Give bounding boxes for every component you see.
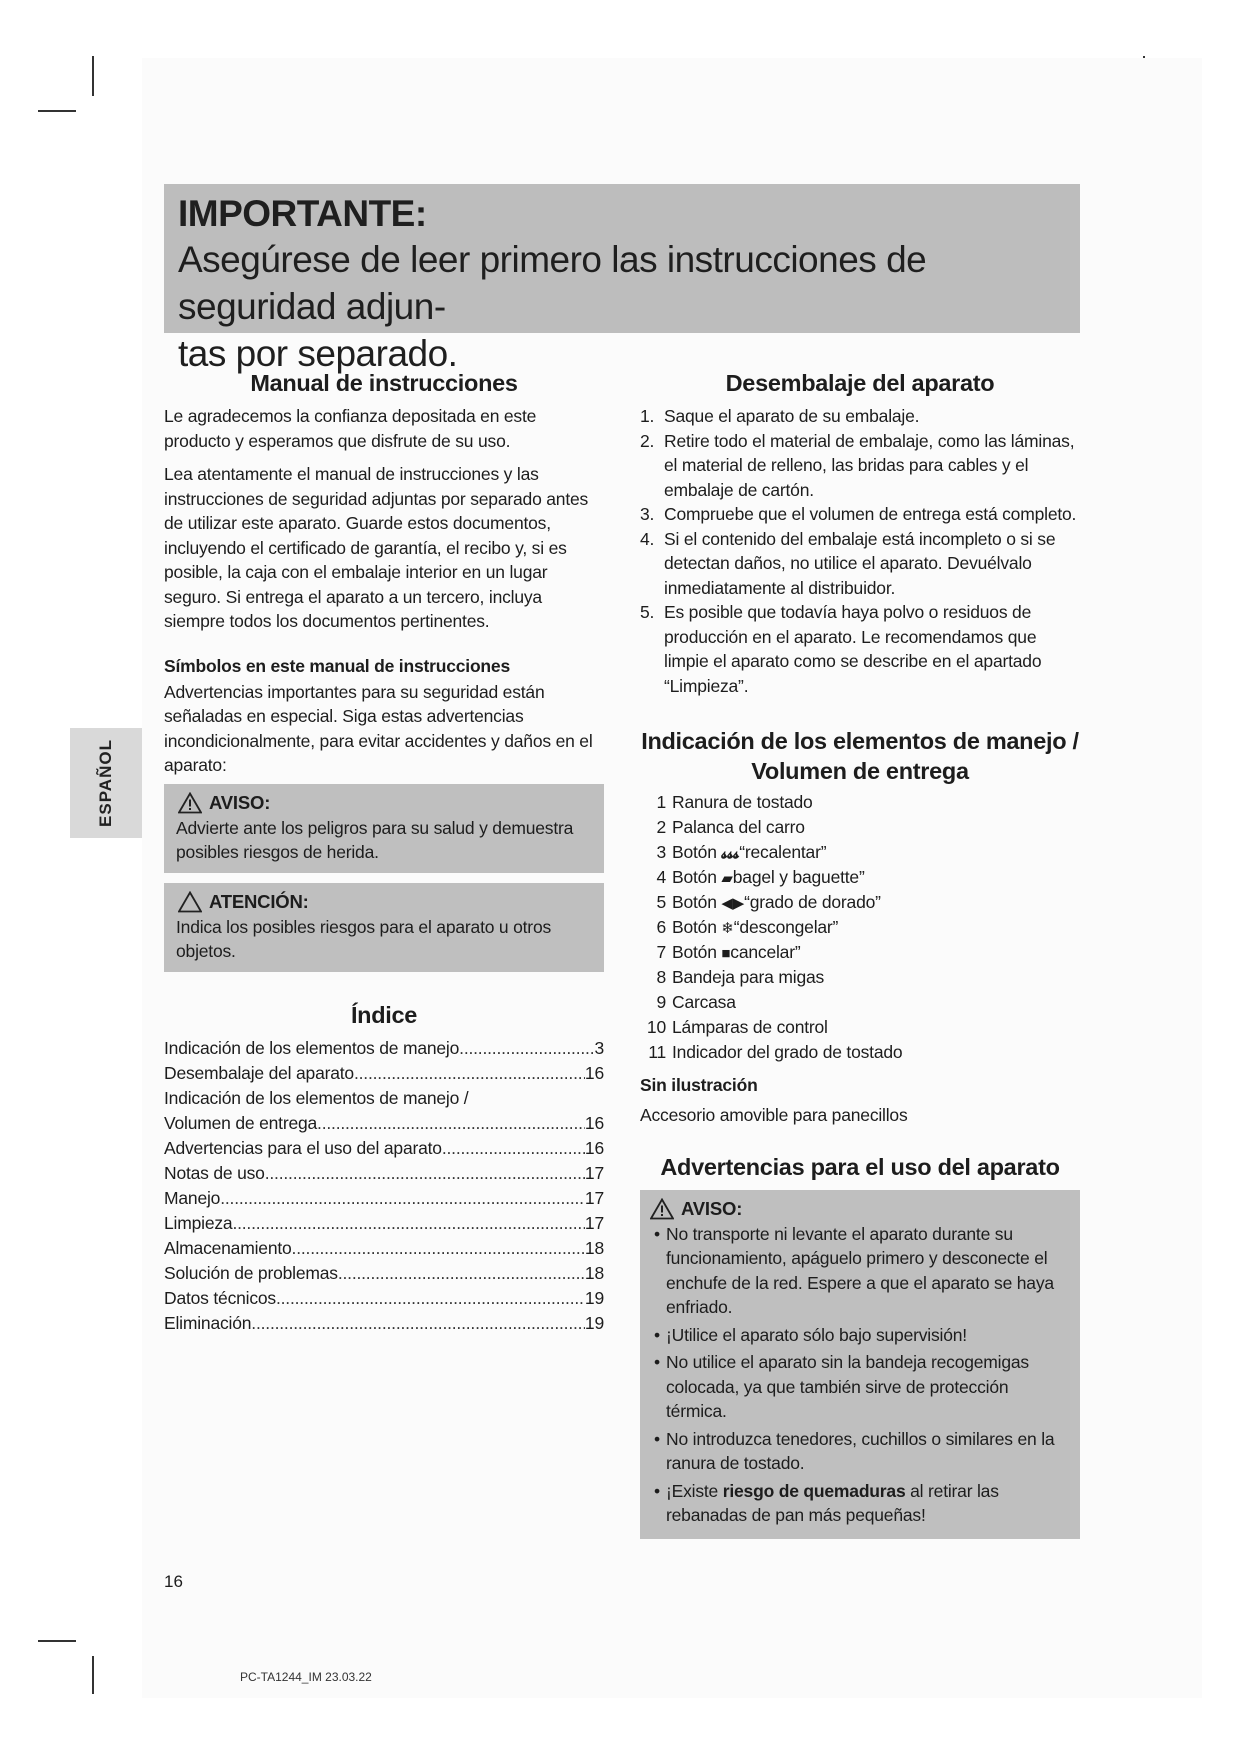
parts-list [640,790,1080,1065]
list-item [640,600,1080,698]
part-number: 7 [656,942,666,962]
warning-post: al retirar las rebanadas de pan más pequeñas! [666,1480,999,1525]
part-text: Ranura de tostado [672,792,813,812]
warning-text [666,1350,1068,1424]
warning-text [666,1222,1068,1320]
toc-leader [317,1111,585,1136]
warnings-title: AVISO: [681,1197,743,1219]
toc-page: 18 [584,1237,604,1258]
warnings-title-row [648,1196,1068,1222]
parts-item [640,790,1080,815]
elements-heading-line-2: Volumen de entrega [751,758,969,784]
aviso-title: AVISO: [209,791,271,813]
list-item [640,502,1080,527]
elements-heading [640,726,1080,786]
toc-leader [265,1161,585,1186]
intro-paragraph-1: Le agradecemos la confianza depositada en este producto y esperamos que disfrute de su uso. [164,406,537,451]
warning-item [648,1427,1068,1476]
step-text: Es posible que todavía haya polvo o residuos de producción en el aparato. Le recomendamos que limpie el aparato como se describe en el apartado “Limpieza”. [664,602,1042,696]
toc-row [164,1311,604,1336]
toc-title: Volumen de entrega [164,1112,318,1133]
toc-leader [459,1036,594,1061]
part-text: Bandeja para migas [672,967,825,987]
manual-heading: Manual de instrucciones [250,370,518,396]
toc-page: 17 [584,1187,604,1208]
list-item [640,527,1080,601]
crop-mark [38,1640,76,1642]
toc-page: 16 [584,1112,604,1133]
button-symbol-icon: ▰ [721,870,733,887]
part-text: Botón [672,842,717,862]
warning-triangle-icon [178,792,202,814]
warning-body: No transporte ni levante el aparato durante su funcionamiento, apáguelo primero y desconecte el enchufe de la red. Espere a que el aparato se haya enfriado. [666,1223,1054,1317]
crop-mark [92,56,94,96]
toc-page: 17 [584,1212,604,1233]
part-label: cancelar” [730,942,801,962]
symbols-heading: Símbolos en este manual de instrucciones [164,655,510,676]
part-number: 3 [656,842,666,862]
bullet-icon: • [654,1480,660,1501]
step-text: Si el contenido del embalaje está incompleto o si se detectan daños, no utilice el aparato. Devuélvalo inmediatamente al distribuidor. [664,528,1056,598]
toc-leader [292,1236,585,1261]
toc-row [164,1086,604,1111]
step-text: Compruebe que el volumen de entrega está completo. [664,504,1077,524]
parts-item [640,940,1080,965]
crop-mark [38,110,76,112]
button-symbol-icon: 𝓼𝓼𝓼 [721,845,740,862]
bullet-icon: • [654,1324,660,1345]
warning-body: No utilice el aparato sin la bandeja recogemigas colocada, ya que también sirve de protección térmica. [666,1352,1029,1421]
part-label: “descongelar” [733,917,839,937]
toc-title: Solución de problemas [164,1262,338,1283]
part-number: 1 [656,792,666,812]
toc-title: Limpieza [164,1212,233,1233]
part-text: Botón [672,917,717,937]
atencion-box [164,883,604,972]
toc-row [164,1186,604,1211]
button-symbol-icon: ◀▶ [721,895,745,912]
step-number: 5. [640,602,655,622]
toc-leader [354,1061,585,1086]
part-text: Botón [672,942,717,962]
toc-title: Desembalaje del aparato [164,1062,354,1083]
toc-row [164,1211,604,1236]
warning-pre: ¡Existe [666,1480,723,1501]
part-number: 8 [656,967,666,987]
toc-row [164,1161,604,1186]
warning-item [648,1479,1068,1528]
table-of-contents [164,1036,604,1336]
toc-title: Almacenamiento [164,1237,292,1258]
parts-item [640,1040,1080,1065]
footer-code: PC-TA1244_IM 23.03.22 [240,1670,372,1684]
part-text: Botón [672,892,717,912]
atencion-title: ATENCIÓN: [209,890,309,912]
aviso-box [164,784,604,873]
toc-page: 17 [584,1162,604,1183]
list-item [640,404,1080,429]
right-column [640,368,1080,1539]
part-number: 9 [656,992,666,1012]
warnings-list [648,1222,1068,1528]
toc-leader [338,1261,585,1286]
warning-item [648,1350,1068,1424]
elements-heading-line-1: Indicación de los elementos de manejo / [641,728,1079,754]
toc-leader [251,1311,585,1336]
part-number: 10 [646,1017,666,1037]
toc-page: 3 [594,1037,604,1058]
part-text: Indicador del grado de tostado [672,1042,903,1062]
no-illustration-heading: Sin ilustración [640,1075,758,1095]
toc-page: 18 [584,1262,604,1283]
toc-page: 16 [584,1062,604,1083]
toc-title: Advertencias para el uso del aparato [164,1137,442,1158]
toc-leader [232,1211,584,1236]
warning-text [666,1427,1068,1476]
aviso-title-row [176,790,592,816]
part-label: “recalentar” [739,842,827,862]
part-text: Botón [672,867,717,887]
atencion-title-row [176,889,592,915]
bullet-icon: • [654,1428,660,1449]
parts-item [640,890,1080,915]
atencion-text: Indica los posibles riesgos para el aparato u otros objetos. [176,916,552,961]
parts-item [640,990,1080,1015]
toc-row [164,1261,604,1286]
banner-title: IMPORTANTE: [178,193,427,234]
toc-page: 19 [584,1287,604,1308]
part-label: bagel y baguette” [732,867,865,887]
no-illustration-text: Accesorio amovible para panecillos [640,1105,908,1125]
aviso-text: Advierte ante los peligros para su salud y demuestra posibles riesgos de herida. [176,817,574,862]
button-symbol-icon: ■ [721,945,731,962]
part-number: 4 [656,867,666,887]
part-label: “grado de dorado” [744,892,881,912]
toc-title: Indicación de los elementos de manejo [164,1037,460,1058]
warning-triangle-icon [650,1198,674,1220]
bullet-icon: • [654,1352,660,1372]
toc-page: 16 [584,1137,604,1158]
intro-paragraph-2: Lea atentamente el manual de instrucciones y las instrucciones de seguridad adjuntas por separado antes de utilizar este aparato. Guarde estos documentos, incluyendo el certificado de garantía, el recibo y, si es posible, la caja con el embalaje interior en un lugar seguro. Si entrega el aparato a un tercero, incluya siempre todos los documentos pertinentes. [164,464,589,631]
warning-text [666,1323,967,1348]
toc-row [164,1236,604,1261]
unpack-heading: Desembalaje del aparato [725,370,995,396]
warning-text [666,1479,1068,1528]
index-heading: Índice [350,1001,418,1028]
toc-title: Indicación de los elementos de manejo / [164,1087,469,1108]
step-text: Retire todo el material de embalaje, como las láminas, el material de relleno, las bridas para cables y el embalaje de cartón. [664,430,1075,500]
page-number: 16 [164,1572,183,1591]
parts-item [640,965,1080,990]
important-banner [164,184,1080,374]
button-symbol-icon: ❄ [721,920,734,937]
toc-title: Eliminación [164,1312,252,1333]
step-number: 3. [640,504,655,524]
part-number: 11 [648,1042,666,1062]
part-text: Lámparas de control [672,1017,828,1037]
toc-leader [220,1186,585,1211]
warning-body: No introduzca tenedores, cuchillos o similares en la ranura de tostado. [666,1428,1055,1473]
step-number: 1. [640,406,655,426]
part-number: 2 [656,817,666,837]
toc-row [164,1061,604,1086]
warning-body: ¡Utilice el aparato sólo bajo supervisión! [666,1324,967,1345]
step-number: 4. [640,528,655,549]
toc-row [164,1286,604,1311]
parts-item [640,915,1080,940]
step-number: 2. [640,430,655,451]
left-column [164,368,604,1336]
toc-title: Manejo [164,1187,221,1208]
caution-triangle-icon [178,891,202,913]
banner-line-2: tas por separado. [178,333,458,374]
toc-title: Notas de uso [164,1162,265,1183]
warning-item [648,1222,1068,1320]
warning-bold: riesgo de quemaduras [722,1480,906,1501]
part-text: Carcasa [672,992,736,1012]
toc-row [164,1136,604,1161]
crop-mark [92,1656,94,1694]
toc-leader [276,1286,585,1311]
bullet-icon: • [654,1223,660,1244]
parts-item [640,840,1080,865]
symbols-text: Advertencias importantes para su seguridad están señaladas en especial. Siga estas advertencias incondicionalmente, para evitar accidentes y daños en el aparato: [164,681,593,775]
toc-title: Datos técnicos [164,1287,276,1308]
toc-row [164,1036,604,1061]
step-text: Saque el aparato de su embalaje. [664,406,920,426]
part-text: Palanca del carro [672,817,805,837]
parts-item [640,865,1080,890]
toc-row [164,1111,604,1136]
toc-page: 19 [584,1312,604,1333]
part-number: 6 [656,917,666,937]
parts-item [640,815,1080,840]
warning-item [648,1323,1068,1348]
unpack-steps [640,404,1080,698]
warnings-heading: Advertencias para el uso del aparato [660,1153,1060,1180]
warnings-box [640,1190,1080,1539]
part-number: 5 [656,892,666,912]
banner-line-1: Asegúrese de leer primero las instrucciones de seguridad adjun- [178,239,927,327]
language-tab-label: ESPAÑOL [96,739,115,827]
list-item [640,429,1080,503]
parts-item [640,1015,1080,1040]
toc-leader [442,1136,585,1161]
language-tab [70,728,142,838]
